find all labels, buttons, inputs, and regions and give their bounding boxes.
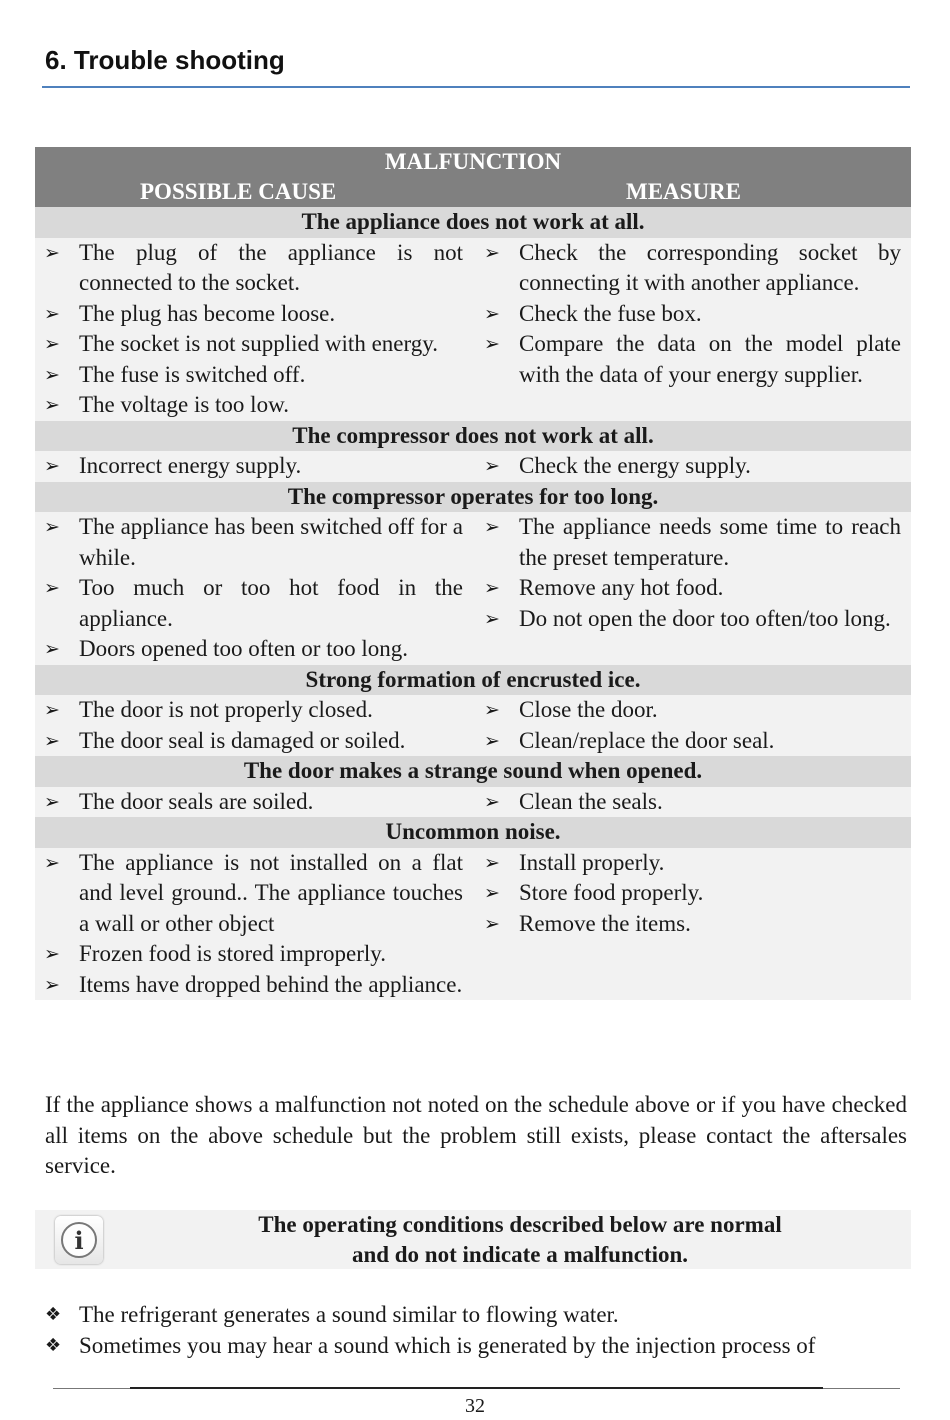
bullet-arrow-icon: ➢ [484,882,500,904]
table-sections [35,207,911,1000]
bullet-arrow-icon: ➢ [484,577,500,599]
malfunction-title: Strong formation of encrusted ice. [35,665,911,696]
cause-item [44,329,463,360]
bullet-arrow-icon: ➢ [484,302,500,325]
cause-item-text: Too much or too hot food in the appliance. [79,575,463,631]
cause-item-text: The fuse is switched off. [79,361,306,387]
measure-column [472,512,911,665]
bullet-arrow-icon: ➢ [44,851,60,874]
bullet-arrow-icon: ➢ [44,241,60,264]
measure-item [484,878,901,909]
cause-item-text: Incorrect energy supply. [79,453,302,478]
table-header [35,147,911,207]
info-icon [55,1216,103,1264]
bullet-arrow-icon: ➢ [484,607,500,630]
bullet-arrow-icon: ➢ [44,333,60,355]
section-heading: 6. Trouble shooting [45,45,285,75]
cause-item-text: The plug of the appliance is not connected to the socket. [79,239,463,295]
bullet-arrow-icon: ➢ [44,394,60,416]
measure-item-text: Clean/replace the door seal. [519,727,775,753]
measure-item [484,573,901,604]
footer-rule-bold [130,1387,823,1389]
measure-item-text: Close the door. [519,697,658,722]
bullet-arrow-icon: ➢ [484,241,500,264]
cause-item-text: Items have dropped behind the appliance. [79,971,463,997]
measure-item-text: Check the corresponding socket by connecting it with another appliance. [519,239,901,295]
measure-item-text: Remove any hot food. [519,575,724,600]
measure-column [472,451,911,482]
note-line-1: The operating conditions described below are normal [258,1212,782,1237]
measure-item-text: Install properly. [519,849,665,875]
header-columns [35,177,911,207]
header-malfunction: MALFUNCTION [384,149,562,174]
measure-item [484,238,901,299]
bullet-arrow-icon: ➢ [484,729,500,752]
normal-conditions-list [45,1300,907,1361]
cause-item [44,787,463,818]
bullet-arrow-icon: ➢ [44,455,60,477]
bullet-arrow-icon: ➢ [484,851,500,874]
malfunction-body [35,238,911,421]
bullet-arrow-icon: ➢ [44,973,60,996]
measure-column [472,695,911,756]
cause-item [44,695,463,726]
bullet-arrow-icon: ➢ [484,333,500,355]
cause-item [44,939,463,970]
cause-item-text: Frozen food is stored improperly. [79,941,387,966]
cause-item-text: The plug has become loose. [79,300,336,326]
bullet-arrow-icon: ➢ [44,516,60,538]
measure-column [472,787,911,818]
cause-item-text: The voltage is too low. [79,392,289,417]
cause-item [44,848,463,940]
measure-item [484,787,901,818]
bullet-diamond-icon: ❖ [45,1304,62,1325]
condition-item [45,1331,907,1362]
cause-column [35,787,472,818]
condition-item [45,1300,907,1331]
measure-item-text: Do not open the door too often/too long. [519,605,891,631]
malfunction-title: The compressor operates for too long. [35,482,911,513]
measure-item-text: Clean the seals. [519,788,663,814]
cause-column [35,451,472,482]
cause-column [35,848,472,1001]
cause-item [44,238,463,299]
malfunction-title: The compressor does not work at all. [35,421,911,452]
cause-item [44,360,463,391]
measure-item [484,909,901,940]
cause-item-text: The door seals are soiled. [79,788,314,814]
aftersales-paragraph: If the appliance shows a malfunction not noted on the schedule above or if you have checked all items on the above schedule but the problem still exists, please contact the aftersales service. [45,1092,907,1178]
cause-item-text: The door seal is damaged or soiled. [79,727,406,753]
measure-column [472,848,911,1001]
measure-item [484,329,901,390]
bullet-arrow-icon: ➢ [44,638,60,660]
cause-item [44,726,463,757]
bullet-arrow-icon: ➢ [484,516,500,538]
measure-item-text: Store food properly. [519,880,704,905]
heading-rule [42,86,910,88]
measure-item-text: The appliance needs some time to reach the preset temperature. [519,514,901,570]
measure-item [484,451,901,482]
malfunction-title: Uncommon noise. [35,817,911,848]
troubleshooting-table [35,147,911,1000]
measure-item-text: Check the energy supply. [519,453,751,478]
bullet-arrow-icon: ➢ [44,790,60,813]
measure-item-text: Compare the data on the model plate with the data of your energy supplier. [519,331,901,387]
condition-item-text: Sometimes you may hear a sound which is generated by the injection process of [79,1332,816,1358]
cause-item [44,512,463,573]
measure-item [484,299,901,330]
cause-item [44,970,463,1001]
bullet-arrow-icon: ➢ [484,790,500,813]
malfunction-body [35,848,911,1001]
header-cause: POSSIBLE CAUSE [140,179,337,204]
cause-column [35,238,472,421]
malfunction-body [35,695,911,756]
measure-item-text: Remove the items. [519,910,691,936]
cause-item-text: The socket is not supplied with energy. [79,331,438,356]
malfunction-body [35,512,911,665]
cause-item-text: The door is not properly closed. [79,697,373,722]
bullet-arrow-icon: ➢ [44,363,60,386]
cause-item-text: The appliance has been switched off for a while. [79,514,463,570]
cause-item [44,299,463,330]
malfunction-title: The door makes a strange sound when opened. [35,756,911,787]
note-text [165,1210,875,1269]
cause-item-text: The appliance is not installed on a flat and level ground.. The appliance touches a wall or other object [79,849,463,936]
measure-item [484,604,901,635]
measure-item [484,726,901,757]
bullet-arrow-icon: ➢ [44,302,60,325]
note-box [35,1210,911,1269]
bullet-arrow-icon: ➢ [44,699,60,721]
note-line-2: and do not indicate a malfunction. [351,1241,689,1267]
bullet-diamond-icon: ❖ [45,1334,62,1356]
bullet-arrow-icon: ➢ [44,729,60,752]
malfunction-body [35,787,911,818]
measure-item [484,512,901,573]
measure-column [472,238,911,421]
cause-item [44,634,463,665]
measure-item [484,848,901,879]
cause-item [44,451,463,482]
bullet-arrow-icon: ➢ [484,699,500,721]
header-measure: MEASURE [626,179,742,204]
malfunction-body [35,451,911,482]
measure-item [484,695,901,726]
cause-column [35,695,472,756]
cause-item-text: Doors opened too often or too long. [79,636,408,661]
bullet-arrow-icon: ➢ [484,912,500,935]
malfunction-title: The appliance does not work at all. [35,207,911,238]
info-icon-glyph: i [61,1222,97,1258]
bullet-arrow-icon: ➢ [484,455,500,477]
bullet-arrow-icon: ➢ [44,577,60,599]
measure-item-text: Check the fuse box. [519,300,702,326]
page-number: 32 [465,1395,485,1417]
cause-item [44,390,463,421]
bullet-arrow-icon: ➢ [44,943,60,965]
cause-column [35,512,472,665]
condition-item-text: The refrigerant generates a sound similar to flowing water. [79,1302,619,1327]
cause-item [44,573,463,634]
